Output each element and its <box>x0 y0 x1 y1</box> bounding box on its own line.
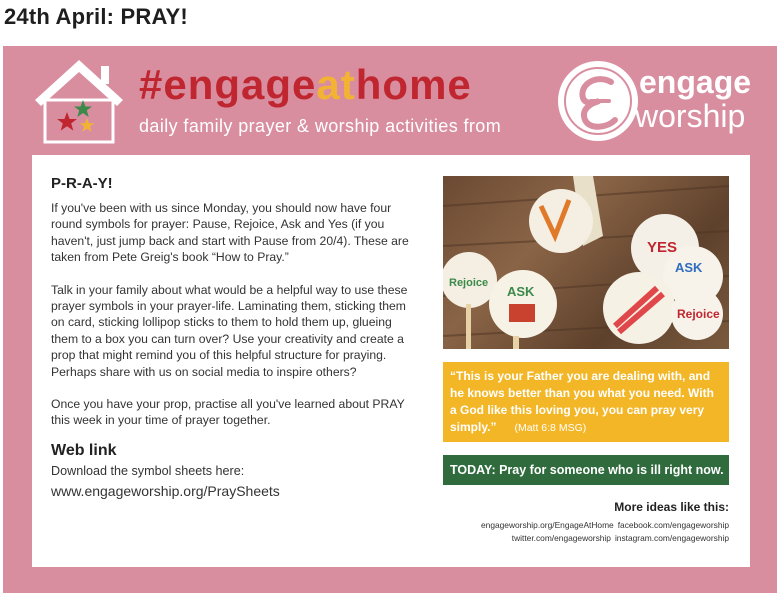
photo-label-rejoice-left: Rejoice <box>449 277 489 289</box>
more-ideas-links-row-2 <box>508 533 729 543</box>
photo-label-yes: YES <box>647 239 678 256</box>
brand-engage-word: engage <box>639 64 752 100</box>
paragraph-intro: If you've been with us since Monday, you should now have four round symbols for prayer: Pause, Rejoice, Ask and Yes (if you haven't, just jump back and start with Pause from 20/4). These are taken from Pete Greig's book “How to Pray.” <box>51 201 409 265</box>
brand-title-engage: #engage <box>139 61 317 108</box>
quote-body: “This is your Father you are dealing with, and he knows better than you what you need. With a God like this loving you, you can pray very simply.” <box>450 369 714 434</box>
brand-title-home: home <box>355 61 472 108</box>
link-instagram[interactable]: instagram.com/engageworship <box>614 533 729 543</box>
link-twitter[interactable]: twitter.com/engageworship <box>511 533 611 543</box>
prayer-symbols-illustration <box>443 176 729 349</box>
paragraph-practise: Once you have your prop, practise all you've learned about PRAY this week in your time of prayer together. <box>51 397 405 428</box>
more-ideas-links-row-1 <box>477 520 729 530</box>
page-title: 24th April: PRAY! <box>4 4 188 29</box>
card-header <box>3 46 777 150</box>
content-panel <box>32 155 750 567</box>
prayer-symbols-photo <box>443 176 729 349</box>
activity-card <box>3 46 777 593</box>
brand-title-at: at <box>316 61 356 108</box>
house-logo-icon <box>31 56 127 146</box>
paragraph-discussion: Talk in your family about what would be a helpful way to use these prayer symbols in your prayer-life. Laminating them, sticking them on card, sticking lollipop sticks to them to hold them up, glueing them to a box you can turn over? Use your creativity and create a prop that might remind you of this helpful structure for praying. Perhaps share with us on social media to inspire others? <box>51 282 408 379</box>
brand-subtitle: daily family prayer & worship activities from <box>139 116 502 136</box>
weblink-url[interactable]: www.engageworship.org/PraySheets <box>51 482 280 499</box>
weblink-description: Download the symbol sheets here: <box>51 463 245 478</box>
engage-worship-logo-icon <box>555 58 641 144</box>
photo-label-ask-left: ASK <box>507 284 535 299</box>
today-prompt: TODAY: Pray for someone who is ill right now. <box>443 455 729 485</box>
more-ideas-title: More ideas like this: <box>614 500 729 514</box>
brand-worship-word: worship <box>635 98 746 134</box>
photo-label-ask-right: ASK <box>675 260 703 275</box>
section-title: P-R-A-Y! <box>51 175 113 192</box>
link-facebook[interactable]: facebook.com/engageworship <box>617 520 729 530</box>
weblink-heading: Web link <box>51 441 117 459</box>
quote-text <box>450 368 722 437</box>
quote-reference: (Matt 6:8 MSG) <box>514 422 587 434</box>
photo-label-rejoice-right: Rejoice <box>677 307 720 321</box>
quote-box <box>443 362 729 442</box>
brand-title <box>139 61 472 108</box>
text-column <box>51 175 411 499</box>
link-engageathome[interactable]: engageworship.org/EngageAtHome <box>481 520 614 530</box>
